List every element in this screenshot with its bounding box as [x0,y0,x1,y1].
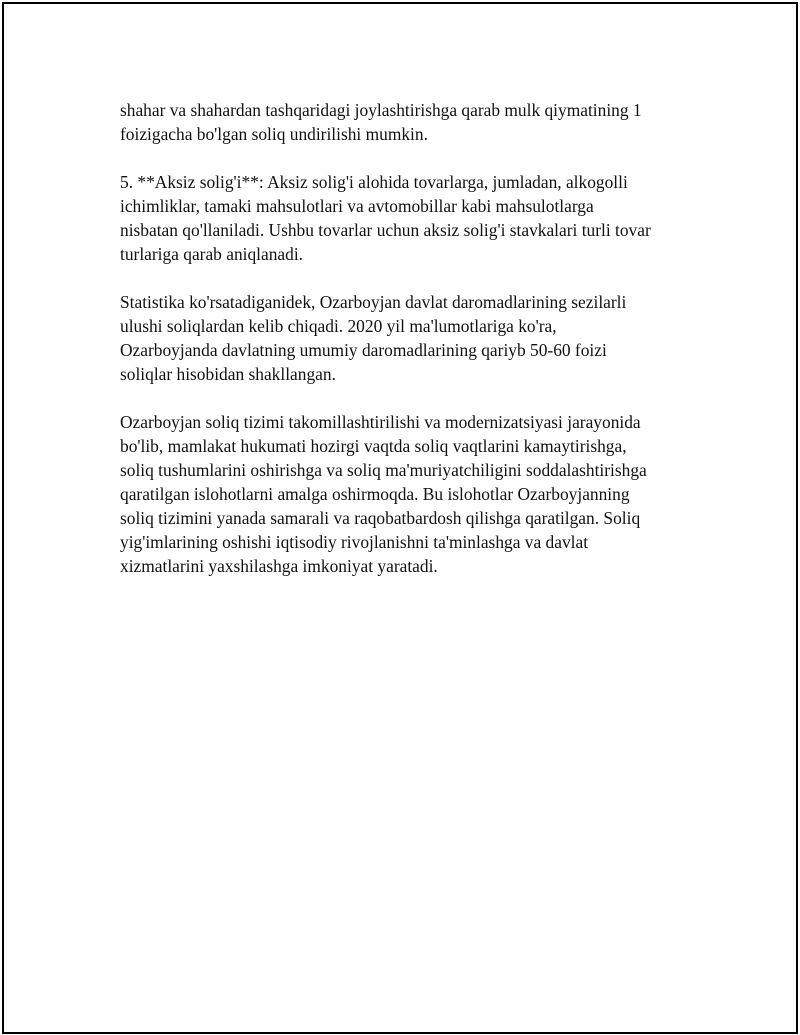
text-line: shahar va shahardan tashqaridagi joylashtirishga qarab mulk qiymatining 1 [120,100,642,120]
text-line: xizmatlarini yaxshilashga imkoniyat yaratadi. [120,556,438,576]
page-frame [2,2,798,1034]
text-line: Statistika ko'rsatadiganidek, Ozarboyjan davlat daromadlarining sezilarli [120,292,627,312]
text-line: nisbatan qo'llaniladi. Ushbu tovarlar uchun aksiz solig'i stavkalari turli tovar [120,220,651,240]
text-line: Ozarboyjan soliq tizimi takomillashtirilishi va modernizatsiyasi jarayonida [120,412,641,432]
paragraph-excise-tax [120,170,690,266]
document-body [120,98,690,602]
text-line: soliq tushumlarini oshirishga va soliq ma'muriyatchiligini soddalashtirishga [120,460,647,480]
text-line: Ozarboyjanda davlatning umumiy daromadlarining qariyb 50-60 foizi [120,340,607,360]
text-line: foizigacha bo'lgan soliq undirilishi mumkin. [120,124,428,144]
text-line: turlariga qarab aniqlanadi. [120,244,304,264]
text-line: soliqlar hisobidan shakllangan. [120,364,336,384]
text-line: qaratilgan islohotlarni amalga oshirmoqda. Bu islohotlar Ozarboyjanning [120,484,630,504]
paragraph-property-tax-continuation [120,98,690,146]
text-line: ulushi soliqlardan kelib chiqadi. 2020 yil ma'lumotlariga ko'ra, [120,316,557,336]
text-line: 5. **Aksiz solig'i**: Aksiz solig'i alohida tovarlarga, jumladan, alkogolli [120,172,628,192]
text-line: bo'lib, mamlakat hukumati hozirgi vaqtda soliq vaqtlarini kamaytirishga, [120,436,627,456]
text-line: yig'imlarining oshishi iqtisodiy rivojlanishni ta'minlashga va davlat [120,532,589,552]
text-line: ichimliklar, tamaki mahsulotlari va avtomobillar kabi mahsulotlarga [120,196,594,216]
paragraph-statistics [120,290,690,386]
text-line: soliq tizimini yanada samarali va raqobatbardosh qilishga qaratilgan. Soliq [120,508,641,528]
paragraph-reforms [120,410,690,578]
